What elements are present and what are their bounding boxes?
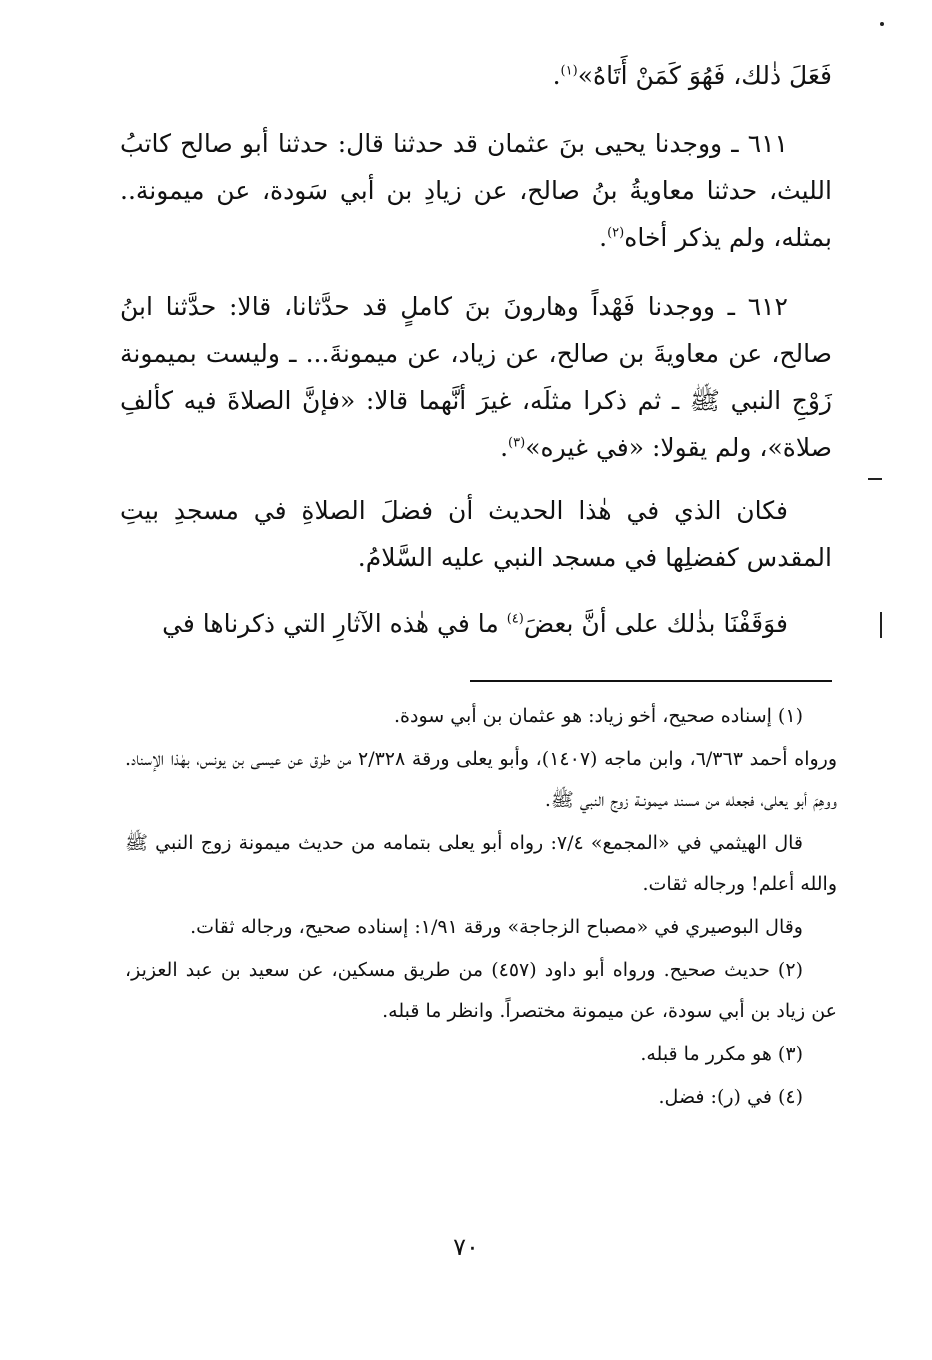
footnote-1: (١) إسناده صحيح، أخو زياد: هو عثمان بن أبي سودة. [393, 705, 803, 727]
paragraph-hadith-611 [120, 120, 832, 261]
margin-tick [880, 612, 882, 638]
paragraph-text: فوَقَفْنَا بذٰلك على أنَّ بعضَ [523, 609, 788, 638]
paragraph-text: ٦١٢ ـ ووجدنا فَهْداً وهارونَ بنَ كاملٍ قد حدَّثانا، قالا: حدَّثنا ابنُ صالح، عن معاويةَ بن صالح، عن زياد، عن ميمونةَ... ـ وليست بميمونة زَوْجِ النبي ﷺ ـ ثم ذكرا مثلَه، غيرَ أنَّهما قالا: «فإنَّ الصلاةَ فيه كألفِ صلاة»، ولم يقولا: «في غيره» [120, 292, 832, 462]
paragraph-continuation [120, 52, 832, 99]
page-number: ٧٠ [453, 1233, 479, 1261]
footnote-1-haythami: قال الهيثمي في «المجمع» ٧/٤: رواه أبو يعلى بتمامه من حديث ميمونة زوج النبي ﷺ والله أعلم! ورجاله ثقات. [125, 832, 837, 895]
footnote-2: (٢) حديث صحيح. ورواه أبو داود (٤٥٧) من طريق مسكين، عن سعيد بن عبد العزيز، عن زياد بن أبي سودة، عن ميمونة مختصراً. وانظر ما قبله. [125, 959, 837, 1022]
paragraph-text: فَعَلَ ذٰلك، فَهُوَ كَمَنْ أَتَاهُ» [577, 61, 832, 90]
footnote-1-continuation: ورواه أحمد ٦/٣٦٣، وابن ماجه (١٤٠٧)، وأبو يعلى ورقة ٢/٣٢٨ من طرق عن عيسى بن يونس، بهٰذا الإسناد. ووهِمَ أبو يعلى، فجعله من مسند ميمونـة زوج النبي ﷺ. [125, 748, 837, 811]
footnote-ref: (١) [560, 63, 578, 79]
footnote-ref: (٢) [607, 225, 625, 241]
footnote-ref: (٤) [506, 611, 524, 627]
footnotes [125, 696, 837, 1120]
margin-dash [868, 478, 882, 480]
footnote-1-busiri: وقال البوصيري في «مصباح الزجاجة» ورقة ١/٩١: إسناده صحيح، ورجاله ثقات. [190, 916, 803, 938]
paragraph-tail: ما في هٰذه الآثارِ التي ذكرناها في [162, 609, 507, 638]
paragraph-tail: . [500, 433, 509, 462]
footnote-separator [470, 680, 832, 682]
paragraph-text: فكان الذي في هٰذا الحديث أن فضلَ الصلاةِ في مسجدِ بيتِ المقدس كفضلِها في مسجد النبي عليه السَّلامُ. [120, 496, 832, 572]
paragraph-text: ٦١١ ـ ووجدنا يحيى بنَ عثمان قد حدثنا قال: حدثنا أبو صالح كاتبُ الليث، حدثنا معاويةُ بنُ صالح، عن زيادِ بن أبي سَودة، عن ميمونة.. بمثله، ولم يذكر أخاه [120, 129, 832, 252]
paragraph-tail: . [599, 223, 608, 252]
paragraph-tail: . [552, 61, 561, 90]
paragraph-hadith-612 [120, 283, 832, 471]
margin-dot [880, 22, 884, 26]
footnote-4: (٤) في (ر): فضل. [658, 1086, 803, 1108]
paragraph-commentary [120, 487, 832, 581]
footnote-3: (٣) هو مكرر ما قبله. [640, 1043, 803, 1065]
paragraph-conclusion [120, 600, 832, 647]
footnote-ref: (٣) [508, 435, 526, 451]
